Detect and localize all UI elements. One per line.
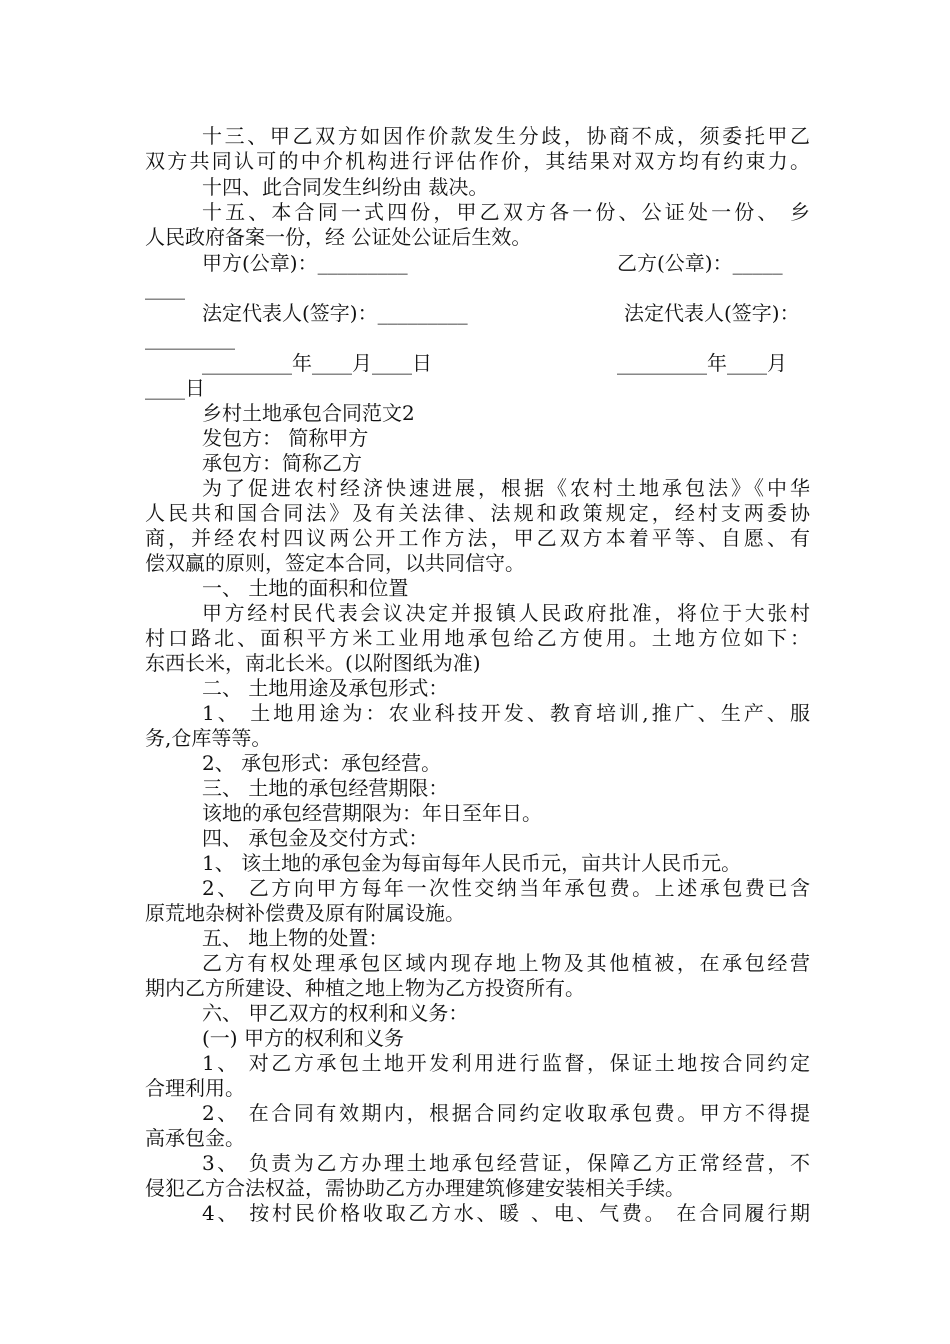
clause-14: 十四、此合同发生纠纷由 裁决。 bbox=[202, 175, 489, 199]
party-a-date: _________年____月____日 bbox=[202, 351, 432, 375]
document-title: 乡村土地承包合同范文2 bbox=[202, 401, 415, 425]
section-5-heading: 五、 地上物的处置： bbox=[202, 926, 389, 950]
party-b-seal-continued: ____ bbox=[145, 276, 185, 300]
party-b-seal: 乙方(公章)：_____ bbox=[617, 251, 783, 275]
party-b-representative-continued: _________ bbox=[145, 326, 235, 350]
clause-15-line-1: 十五、本合同一式四份，甲乙双方各一份、公证处一份、 乡 bbox=[202, 200, 810, 224]
section-4-item-2-line-2: 原荒地杂树补偿费及原有附属设施。 bbox=[145, 901, 465, 925]
party-a-representative: 法定代表人(签字)：_________ bbox=[202, 301, 468, 325]
section-3-heading: 三、 土地的承包经营期限： bbox=[202, 776, 449, 800]
party-a-seal: 甲方(公章)：_________ bbox=[202, 251, 408, 275]
clause-13-line-1: 十三、甲乙双方如因作价款发生分歧，协商不成，须委托甲乙 bbox=[202, 124, 810, 148]
section-5-line-1: 乙方有权处理承包区域内现存地上物及其他植被，在承包经营 bbox=[202, 951, 810, 975]
clause-15-line-2: 人民政府备案一份，经 公证处公证后生效。 bbox=[145, 225, 532, 249]
section-6-item-1-line-1: 1、 对乙方承包土地开发利用进行监督，保证土地按合同约定 bbox=[202, 1051, 810, 1075]
party-b-date-continued: ____日 bbox=[145, 376, 205, 400]
section-5-line-2: 期内乙方所建设、种植之地上物为乙方投资所有。 bbox=[145, 976, 585, 1000]
preamble-line-1: 为了促进农村经济快速进展，根据《农村土地承包法》《中华 bbox=[202, 476, 810, 500]
preamble-line-2: 人民共和国合同法》及有关法律、法规和政策规定，经村支两委协 bbox=[145, 501, 810, 525]
party-b-date: _________年____月 bbox=[617, 351, 787, 375]
section-4-item-2-line-1: 2、 乙方向甲方每年一次性交纳当年承包费。上述承包费已含 bbox=[202, 876, 810, 900]
section-2-heading: 二、 土地用途及承包形式： bbox=[202, 676, 449, 700]
section-6-heading: 六、 甲乙双方的权利和义务： bbox=[202, 1001, 469, 1025]
section-1-line-2: 村口路北、面积平方米工业用地承包给乙方使用。土地方位如下： bbox=[145, 626, 810, 650]
section-3-line-1: 该地的承包经营期限为：年日至年日。 bbox=[202, 801, 542, 825]
section-4-heading: 四、 承包金及交付方式： bbox=[202, 826, 429, 850]
contractee-party: 承包方：简称乙方 bbox=[202, 451, 362, 475]
section-6-item-1-line-2: 合理利用。 bbox=[145, 1076, 245, 1100]
section-1-line-1: 甲方经村民代表会议决定并报镇人民政府批准，将位于大张村 bbox=[202, 601, 810, 625]
clause-13-line-2: 双方共同认可的中介机构进行评估作价，其结果对双方均有约束力。 bbox=[145, 149, 810, 173]
section-6-item-3-line-2: 侵犯乙方合法权益，需协助乙方办理建筑修建安装相关手续。 bbox=[145, 1176, 685, 1200]
section-6-subheading-a: (一) 甲方的权利和义务 bbox=[202, 1026, 404, 1050]
section-4-item-1: 1、 该土地的承包金为每亩每年人民币元，亩共计人民币元。 bbox=[202, 851, 742, 875]
section-6-item-2-line-1: 2、 在合同有效期内，根据合同约定收取承包费。甲方不得提 bbox=[202, 1101, 810, 1125]
party-b-representative: 法定代表人(签字)： bbox=[624, 301, 800, 325]
preamble-line-3: 商，并经农村四议两公开工作方法，甲乙双方本着平等、自愿、有 bbox=[145, 526, 810, 550]
section-2-item-1-line-2: 务,仓库等等。 bbox=[145, 726, 272, 750]
section-6-item-2-line-2: 高承包金。 bbox=[145, 1126, 245, 1150]
section-1-heading: 一、 土地的面积和位置 bbox=[202, 576, 409, 600]
section-1-line-3: 东西长米，南北长米。(以附图纸为准) bbox=[145, 651, 481, 675]
section-6-item-3-line-1: 3、 负责为乙方办理土地承包经营证，保障乙方正常经营，不 bbox=[202, 1151, 810, 1175]
contractor-party: 发包方： 简称甲方 bbox=[202, 426, 369, 450]
section-2-item-1-line-1: 1、 土地用途为：农业科技开发、教育培训,推广、生产、服 bbox=[202, 701, 810, 725]
section-6-item-4-line-1: 4、 按村民价格收取乙方水、暖 、电、气费。 在合同履行期 bbox=[202, 1201, 810, 1225]
preamble-line-4: 偿双赢的原则，签定本合同，以共同信守。 bbox=[145, 551, 525, 575]
section-2-item-2: 2、 承包形式：承包经营。 bbox=[202, 751, 442, 775]
